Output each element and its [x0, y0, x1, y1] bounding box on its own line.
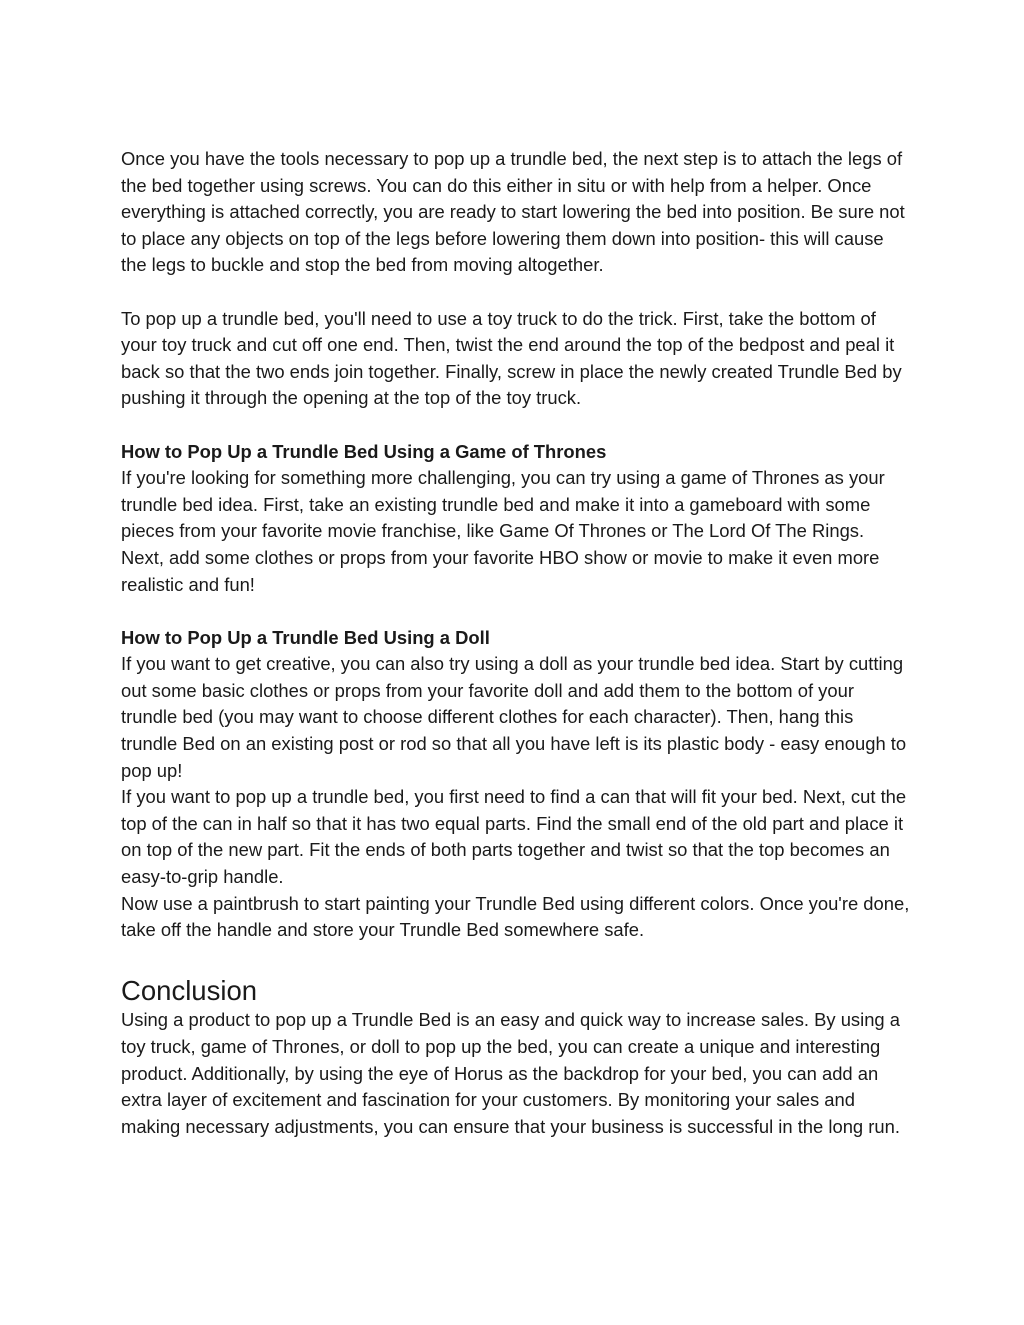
subheading-game-of-thrones: How to Pop Up a Trundle Bed Using a Game of Thrones — [121, 440, 607, 462]
paragraph-game-of-thrones: If you're looking for something more challenging, you can try using a game of Thrones as your trundle bed idea. First, take an existing trundle bed and make it into a gameboard with some pieces from your favorite movie franchise, like Game Of Thrones or The Lord Of The Rings. Next, add some clothes or props from your favorite HBO show or movie to make it even more realistic and fun! — [121, 467, 885, 595]
spacer — [121, 598, 911, 625]
spacer — [121, 412, 911, 439]
conclusion-heading: Conclusion — [121, 975, 258, 1007]
paragraph-can: If you want to pop up a trundle bed, you first need to find a can that will fit your bed. Next, cut the top of the can in half so that it has two equal parts. Find the small end of the old part and place it on top of the new part. Fit the ends of both parts together and twist so that the top becomes an easy-to-grip handle. — [121, 786, 907, 888]
paragraph-toy-truck: To pop up a trundle bed, you'll need to use a toy truck to do the trick. First, take the bottom of your toy truck and cut off one end. Then, twist the end around the top of the bedpost and peal it back so that the two ends join together. Finally, screw in place the newly created Trundle Bed by pushing it through the opening at the top of the toy truck. — [121, 307, 902, 409]
paragraph-paintbrush: Now use a paintbrush to start painting your Trundle Bed using different colors. Once you're done, take off the handle and store your Trundle Bed somewhere safe. — [121, 892, 910, 941]
document-page — [121, 146, 911, 1140]
spacer — [121, 279, 911, 306]
paragraph-attach-legs: Once you have the tools necessary to pop up a trundle bed, the next step is to attach the legs of the bed together using screws. You can do this either in situ or with help from a helper. Once everything is attached correctly, you are ready to start lowering the bed into position. Be sure not to place any objects on top of the legs before lowering them down into position- this will cause the legs to buckle and stop the bed from moving altogether. — [121, 148, 905, 276]
paragraph-conclusion: Using a product to pop up a Trundle Bed is an easy and quick way to increase sales. By using a toy truck, game of Thrones, or doll to pop up the bed, you can create a unique and interesting product. Additionally, by using the eye of Horus as the backdrop for your bed, you can add an extra layer of excitement and fascination for your customers. By monitoring your sales and making necessary adjustments, you can ensure that your business is successful in the long run. — [121, 1009, 900, 1137]
spacer — [121, 944, 911, 971]
paragraph-doll: If you want to get creative, you can also try using a doll as your trundle bed idea. Start by cutting out some basic clothes or props from your favorite doll and add them to the bottom of your trundle bed (you may want to choose different clothes for each character). Then, hang this trundle Bed on an existing post or rod so that all you have left is its plastic body - easy enough to pop up! — [121, 653, 907, 781]
subheading-doll: How to Pop Up a Trundle Bed Using a Doll — [121, 626, 490, 648]
